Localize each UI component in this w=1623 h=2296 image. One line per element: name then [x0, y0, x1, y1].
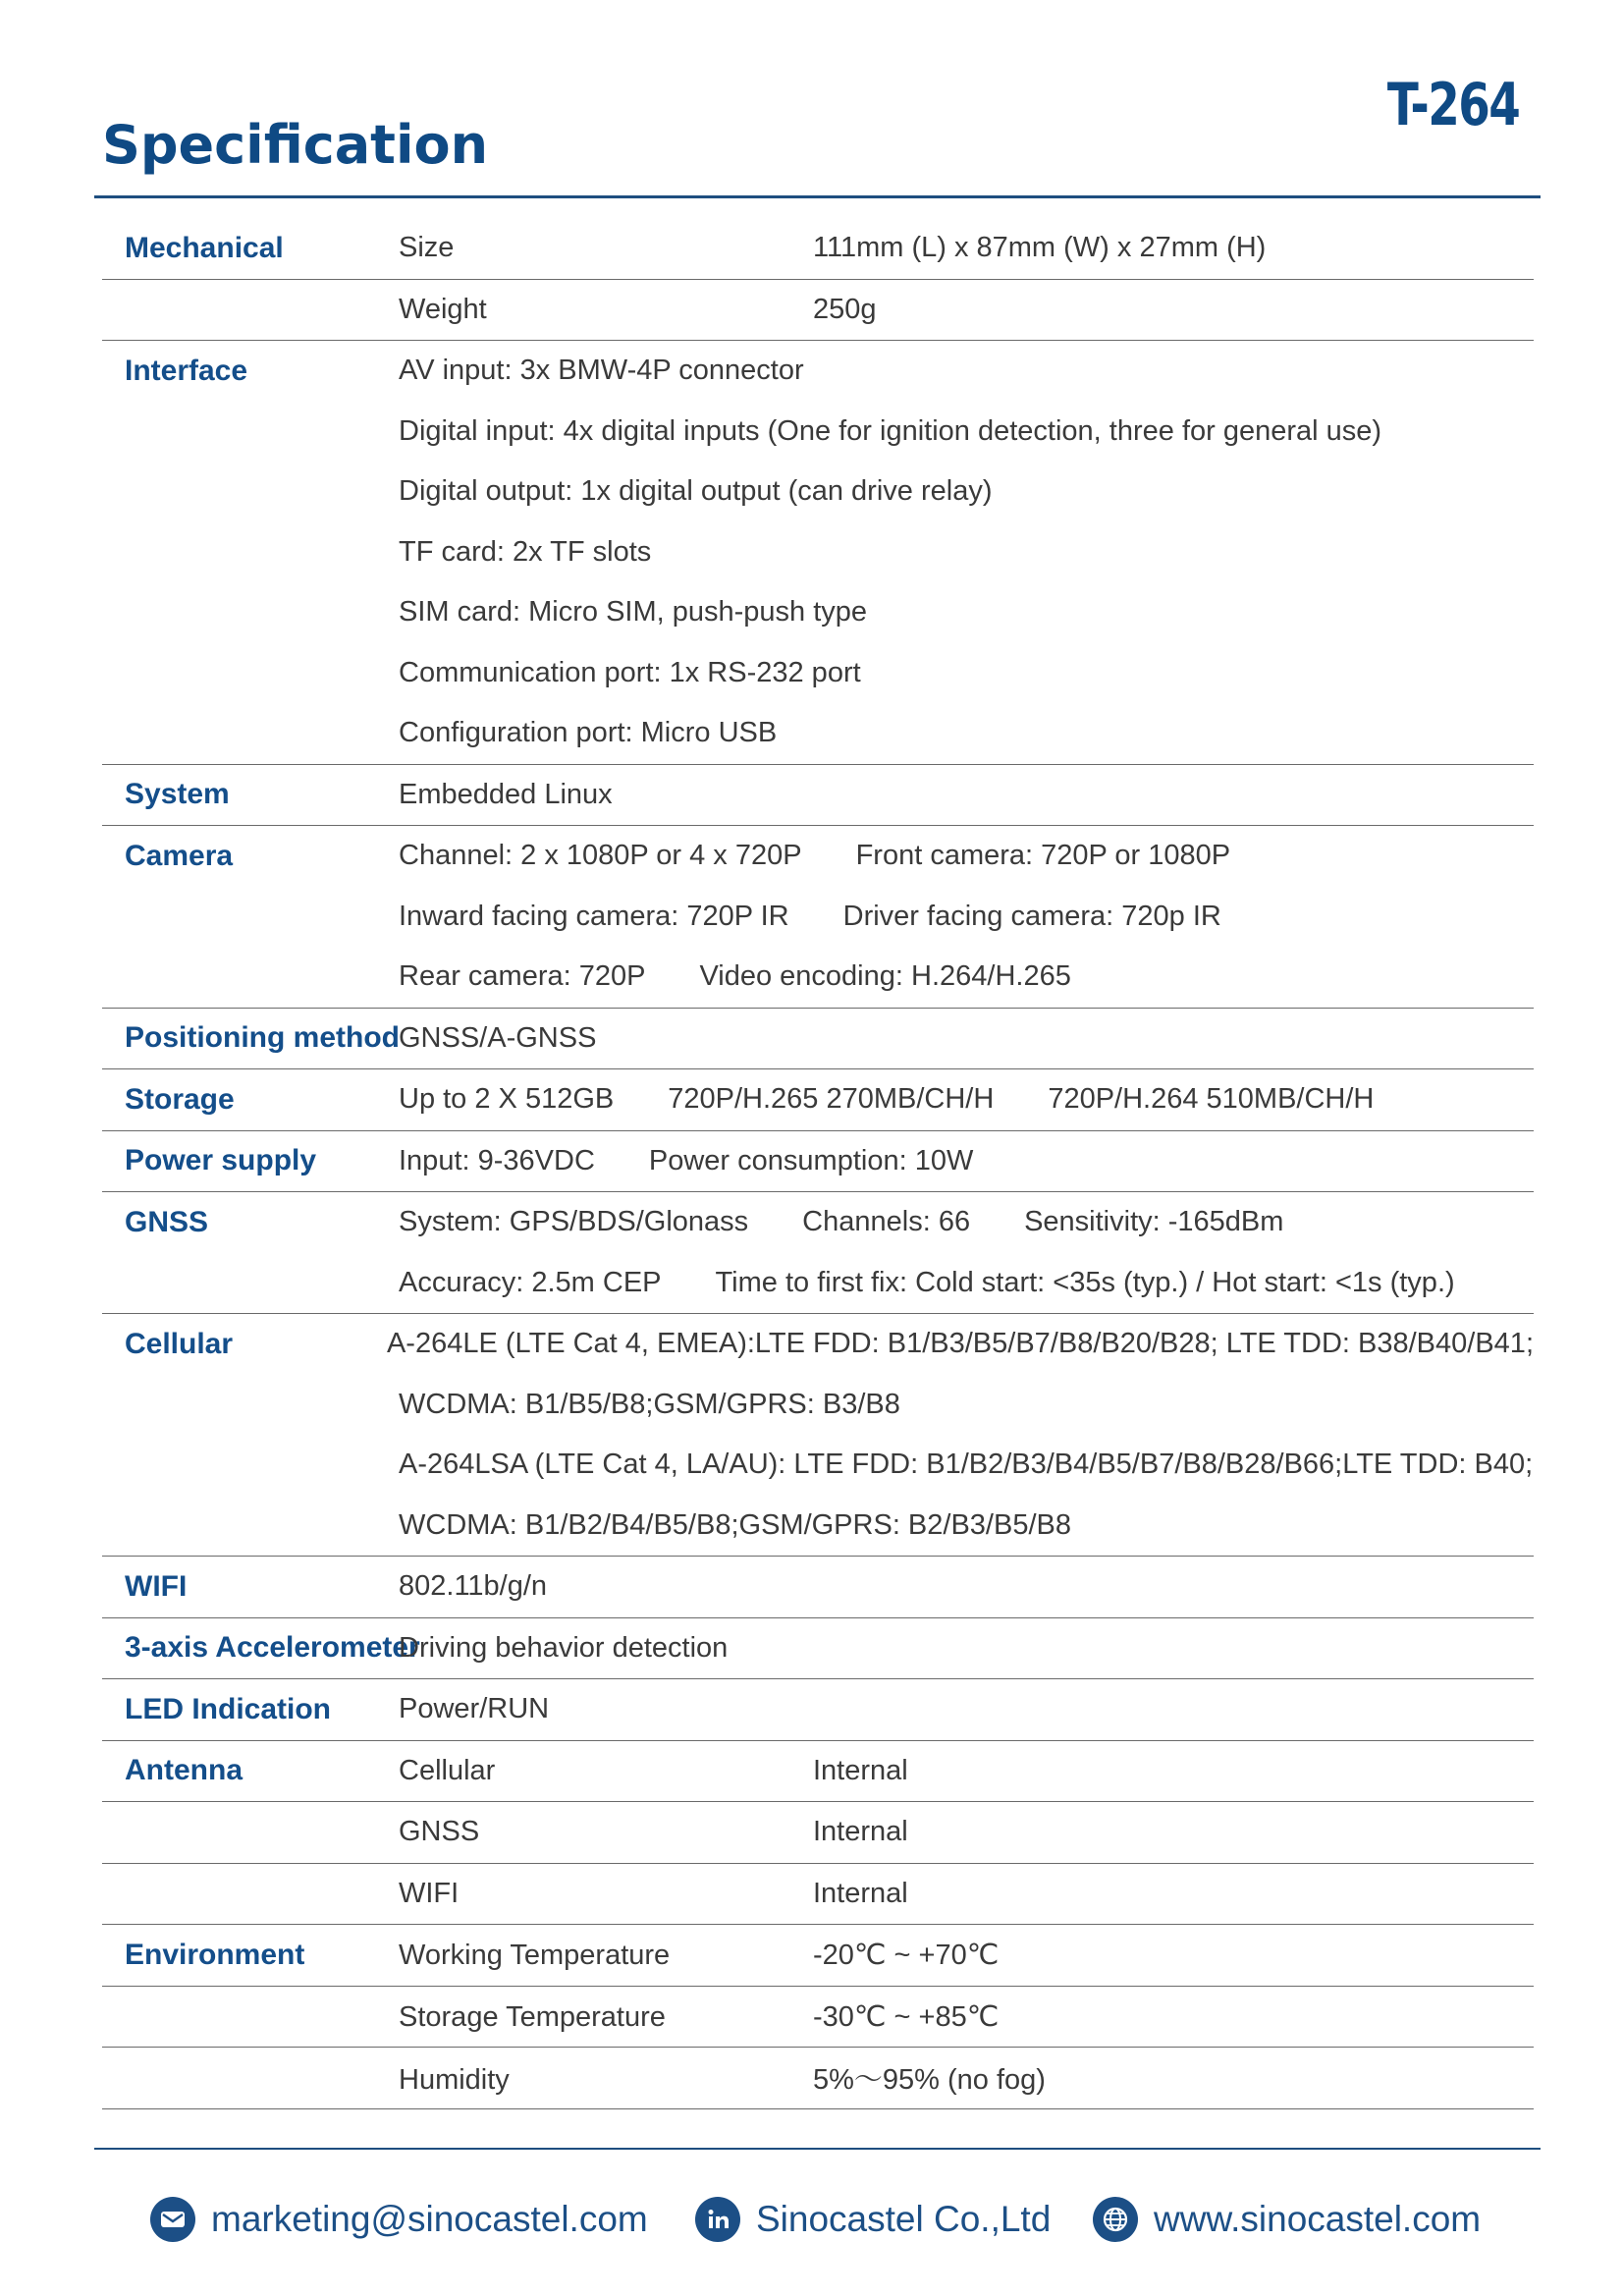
section-environment [102, 1925, 1534, 2109]
spec-value: Rear camera: 720P [399, 960, 646, 993]
section-label: Camera [125, 839, 234, 872]
spec-key: Humidity [399, 2064, 510, 2097]
spec-key: Storage Temperature [399, 2000, 666, 2033]
table-row [102, 1375, 1534, 1436]
spec-value: Channels: 66 [802, 1206, 971, 1238]
table-row [102, 1741, 1534, 1803]
table-row [102, 1069, 1534, 1130]
spec-value: Front camera: 720P or 1080P [855, 840, 1231, 872]
table-row [102, 402, 1534, 463]
table-row [102, 1864, 1534, 1925]
section-label: Power supply [125, 1144, 317, 1177]
table-row [102, 522, 1534, 583]
title-divider [94, 195, 1541, 198]
table-row [102, 643, 1534, 704]
table-row [102, 1192, 1534, 1253]
spec-value: Driver facing camera: 720p IR [842, 900, 1221, 932]
table-row [102, 1009, 1534, 1069]
table-row [102, 1987, 1534, 2049]
spec-value: Inward facing camera: 720P IR [399, 900, 789, 932]
spec-value: Accuracy: 2.5m CEP [399, 1266, 662, 1298]
section-positioning [102, 1009, 1534, 1070]
spec-key: GNSS [399, 1816, 480, 1848]
spec-value: 720P/H.265 270MB/CH/H [668, 1083, 995, 1116]
spec-value: Sensitivity: -165dBm [1024, 1206, 1284, 1238]
table-row [102, 1253, 1534, 1314]
section-label: System [125, 778, 230, 811]
spec-value: SIM card: Micro SIM, push-push type [399, 596, 868, 629]
table-row [102, 1679, 1534, 1740]
section-label: Cellular [125, 1327, 234, 1360]
footer-website-text: www.sinocastel.com [1154, 2199, 1482, 2239]
spec-key: Cellular [399, 1754, 496, 1786]
spec-value: -30℃ ~ +85℃ [813, 2000, 1000, 2033]
spec-value: Channel: 2 x 1080P or 4 x 720P [399, 840, 802, 872]
spec-table [102, 218, 1534, 2109]
table-row [102, 1557, 1534, 1617]
spec-key: Weight [399, 293, 487, 325]
section-label: Antenna [125, 1754, 243, 1787]
spec-value: Driving behavior detection [399, 1631, 729, 1664]
spec-value: System: GPS/BDS/Glonass [399, 1206, 749, 1238]
section-wifi [102, 1557, 1534, 1618]
spec-value: -20℃ ~ +70℃ [813, 1940, 1000, 1972]
section-led [102, 1679, 1534, 1741]
table-row [102, 1802, 1534, 1864]
section-label: LED Indication [125, 1692, 331, 1725]
spec-value: Digital input: 4x digital inputs (One for ignition detection, three for general use) [399, 414, 1382, 447]
spec-value: AV input: 3x BMW-4P connector [399, 355, 804, 387]
table-row [102, 887, 1534, 948]
spec-value: 720P/H.264 510MB/CH/H [1048, 1083, 1375, 1116]
section-power [102, 1131, 1534, 1193]
spec-value: TF card: 2x TF slots [399, 535, 652, 568]
spec-value: Video encoding: H.264/H.265 [699, 960, 1071, 993]
table-row [102, 765, 1534, 826]
footer-linkedin-text: Sinocastel Co.,Ltd [756, 2199, 1052, 2239]
section-interface [102, 341, 1534, 765]
spec-value: A-264LE (LTE Cat 4, EMEA):LTE FDD: B1/B3/B5/B7/B8/B20/B28; LTE TDD: B38/B40/B41; [386, 1328, 1534, 1360]
spec-value: 5%～95% (no fog) [813, 2064, 1046, 2097]
spec-value: Digital output: 1x digital output (can drive relay) [399, 475, 993, 508]
section-accelerometer [102, 1618, 1534, 1680]
table-row [102, 582, 1534, 643]
footer-website[interactable] [1093, 2185, 1481, 2254]
spec-value: Internal [813, 1754, 908, 1786]
spec-value: 111mm (L) x 87mm (W) x 27mm (H) [813, 232, 1267, 264]
spec-value: Internal [813, 1877, 908, 1909]
spec-value: Power/RUN [399, 1693, 550, 1725]
section-label: GNSS [125, 1205, 209, 1238]
page-title: Specification [102, 114, 489, 176]
footer [0, 2185, 1623, 2254]
section-label: Positioning method [125, 1021, 400, 1055]
section-label: Interface [125, 354, 248, 387]
section-label: Environment [125, 1938, 305, 1971]
spec-value: WCDMA: B1/B2/B4/B5/B8;GSM/GPRS: B2/B3/B5/B8 [399, 1508, 1071, 1541]
table-row [102, 1131, 1534, 1192]
spec-value: Configuration port: Micro USB [399, 717, 778, 749]
footer-divider [94, 2148, 1541, 2150]
section-label: Storage [125, 1082, 235, 1116]
table-row [102, 2048, 1534, 2108]
spec-value: Embedded Linux [399, 778, 613, 810]
spec-value: 802.11b/g/n [399, 1570, 548, 1603]
table-row [102, 1496, 1534, 1557]
table-row [102, 826, 1534, 887]
section-system [102, 765, 1534, 827]
spec-key: WIFI [399, 1877, 460, 1909]
section-cellular [102, 1314, 1534, 1557]
spec-value: GNSS/A-GNSS [399, 1021, 597, 1054]
table-row [102, 1435, 1534, 1496]
table-row [102, 280, 1534, 341]
footer-email[interactable] [150, 2185, 648, 2254]
footer-linkedin[interactable] [695, 2185, 1051, 2254]
linkedin-icon [695, 2197, 740, 2242]
spec-value: Up to 2 X 512GB [399, 1083, 615, 1116]
section-label: Mechanical [125, 231, 284, 264]
section-mechanical [102, 218, 1534, 341]
spec-value: Internal [813, 1816, 908, 1848]
section-label: 3-axis Accelerometer [125, 1631, 420, 1665]
spec-value: Power consumption: 10W [648, 1144, 974, 1176]
spec-key: Size [399, 232, 455, 264]
table-row [102, 1618, 1534, 1679]
email-icon [150, 2197, 195, 2242]
section-antenna [102, 1741, 1534, 1926]
spec-value: Input: 9-36VDC [399, 1144, 595, 1176]
spec-value: WCDMA: B1/B5/B8;GSM/GPRS: B3/B8 [399, 1388, 900, 1420]
table-row [102, 1925, 1534, 1987]
model-number: T-264 [1386, 71, 1519, 139]
spec-value: 250g [813, 293, 877, 325]
table-row [102, 947, 1534, 1008]
table-row [102, 218, 1534, 280]
spec-value: A-264LSA (LTE Cat 4, LA/AU): LTE FDD: B1/B2/B3/B4/B5/B7/B8/B28/B66;LTE TDD: B40; [399, 1449, 1534, 1481]
section-label: WIFI [125, 1569, 188, 1603]
spec-value: Communication port: 1x RS-232 port [399, 656, 861, 688]
table-row [102, 341, 1534, 402]
table-row [102, 1314, 1534, 1375]
section-gnss [102, 1192, 1534, 1314]
spec-key: Working Temperature [399, 1940, 671, 1972]
spec-value: Time to first fix: Cold start: <35s (typ.) / Hot start: <1s (typ.) [715, 1266, 1455, 1298]
globe-icon [1093, 2197, 1138, 2242]
footer-email-text: marketing@sinocastel.com [211, 2199, 648, 2239]
section-storage [102, 1069, 1534, 1131]
table-row [102, 462, 1534, 522]
table-row [102, 703, 1534, 764]
section-camera [102, 826, 1534, 1009]
